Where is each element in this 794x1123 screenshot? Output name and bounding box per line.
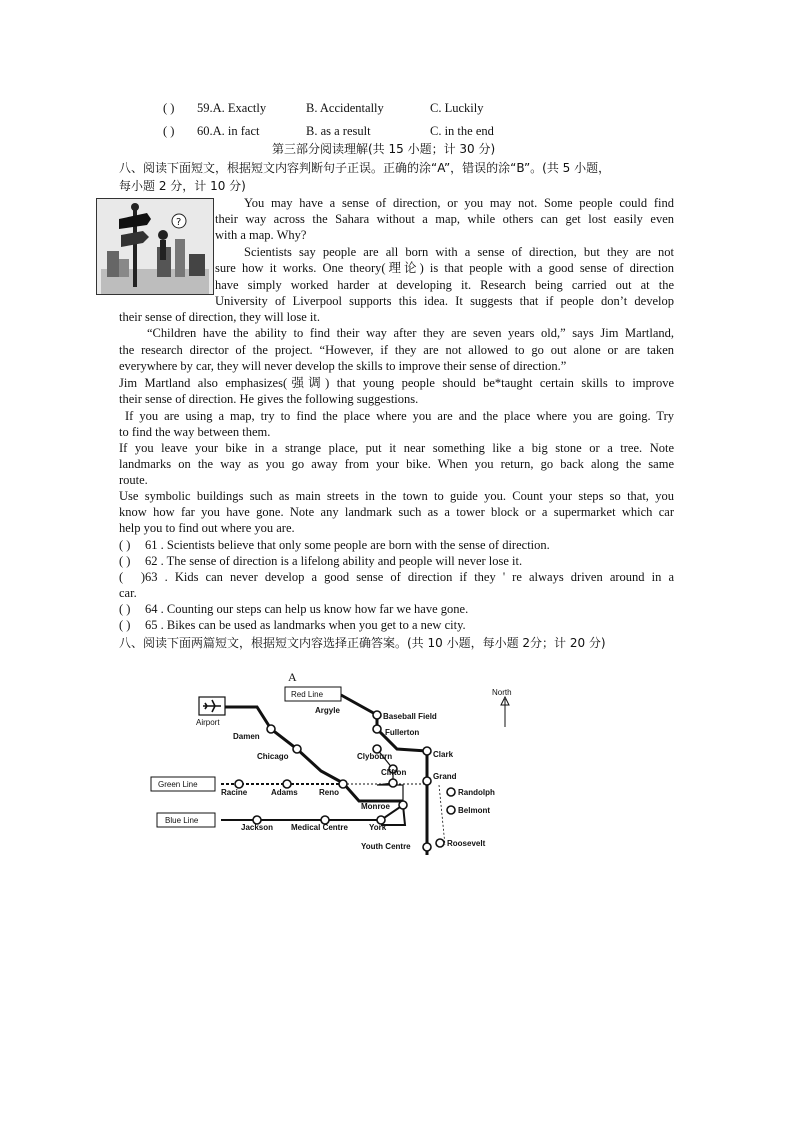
q59-option-a: 59.A. Exactly [197, 101, 267, 115]
station-baseball-marker[interactable] [373, 725, 381, 733]
subway-map [145, 665, 545, 865]
station-adams-marker[interactable] [283, 780, 291, 788]
blue-line-label: Blue Line [165, 816, 199, 825]
station-clifton-label: Clifton [381, 768, 407, 777]
passage-line-8: their sense of direction, they will lose it. [119, 310, 320, 324]
q60-paren: ( ) [163, 124, 175, 138]
question-63 [119, 569, 674, 585]
passage-line-9: “Children have the ability to find their way after they are seven years old,” says Jim Martland, [147, 326, 674, 340]
map-heading: A [288, 670, 297, 684]
passage-line-2: their way across the Sahara without a map, while others can get lost easily even [215, 212, 674, 226]
answer-paren[interactable]: ( ) [119, 570, 145, 584]
section8a-instruction-line2: 每小题 2 分，计 10 分) [119, 179, 246, 193]
station-damen-label: Damen [233, 732, 260, 741]
passage-line-17: landmarks on the way as you go away from your bike. When you return, go back along the same [119, 457, 674, 471]
passage-line-15: to find the way between them. [119, 425, 271, 439]
q59-option-c: C. Luckily [430, 101, 484, 115]
station-baseball-label: Baseball Field [383, 712, 437, 721]
green-line-label: Green Line [158, 780, 198, 789]
station-grand-marker[interactable] [423, 777, 431, 785]
passage-line-1: You may have a sense of direction, or you may not. Some people could find [244, 196, 674, 210]
question-text: 65 . Bikes can be used as landmarks when you get to a new city. [145, 618, 466, 632]
airport-label: Airport [196, 718, 220, 727]
passage-line-18: route. [119, 473, 148, 487]
station-reno-marker[interactable] [339, 780, 347, 788]
q60-option-c: C. in the end [430, 124, 494, 138]
station-clark-marker[interactable] [423, 747, 431, 755]
answer-paren[interactable]: ( ) [119, 538, 131, 552]
passage-line-5: sure how it works. One theory(理论) is that people with a good sense of direction [215, 261, 674, 275]
station-damen-marker[interactable] [267, 725, 275, 733]
station-racine-label: Racine [221, 788, 248, 797]
station-adams-label: Adams [271, 788, 298, 797]
passage-line-21: help you to find out where you are. [119, 521, 295, 535]
station-jackson-label: Jackson [241, 823, 274, 832]
station-belmont-marker[interactable] [447, 806, 455, 814]
q60-option-a: 60.A. in fact [197, 124, 260, 138]
red-line-label: Red Line [291, 690, 324, 699]
station-racine-marker[interactable] [235, 780, 243, 788]
station-youth-label: Youth Centre [361, 842, 411, 851]
station-chicago-marker[interactable] [293, 745, 301, 753]
station-youth-marker[interactable] [423, 843, 431, 851]
station-monroe-label: Monroe [361, 802, 390, 811]
answer-paren[interactable]: ( ) [119, 618, 131, 632]
q59-option-b: B. Accidentally [306, 101, 384, 115]
station-randolph-label: Randolph [458, 788, 495, 797]
station-clybourn-label: Clybourn [357, 752, 393, 761]
question-63-cont: car. [119, 586, 137, 600]
station-clark-label: Clark [433, 750, 454, 759]
passage-line-12: Jim Martland also emphasizes(强调) that young people should be*taught certain skills to improve [119, 376, 674, 390]
signpost-icon [97, 199, 213, 294]
passage-line-20: know how far you have gone. Note any landmark such as a tower block or a supermarket which car [119, 505, 674, 519]
station-belmont-label: Belmont [458, 806, 490, 815]
station-roosevelt-label: Roosevelt [447, 839, 486, 848]
station-grand-label: Grand [433, 772, 457, 781]
question-62 [119, 553, 522, 569]
station-roosevelt-marker[interactable] [436, 839, 444, 847]
passage-line-14: If you are using a map, try to find the place where you are and the place where you are going. Try [125, 409, 674, 423]
station-argyle-marker[interactable] [373, 711, 381, 719]
passage-line-16: If you leave your bike in a strange place, put it near something like a big stone or a tree. Note [119, 441, 674, 455]
answer-paren[interactable]: ( ) [119, 554, 131, 568]
station-randolph-marker[interactable] [447, 788, 455, 796]
question-text: 61 . Scientists believe that only some people are born with the sense of direction. [145, 538, 550, 552]
passage-line-7: University of Liverpool supports this idea. It suggests that if people don’t develop [215, 294, 674, 308]
question-text: 63 . Kids can never develop a good sense of direction if they ' re always driven around in a [145, 570, 674, 584]
station-fullerton-label: Fullerton [385, 728, 420, 737]
q59-paren: ( ) [163, 101, 175, 115]
station-medical-label: Medical Centre [291, 823, 348, 832]
station-monroe-marker[interactable] [399, 801, 407, 809]
question-64 [119, 601, 468, 617]
station-york-label: York [369, 823, 387, 832]
question-text: 62 . The sense of direction is a lifelong ability and people will never lose it. [145, 554, 523, 568]
passage-line-19: Use symbolic buildings such as main streets in the town to guide you. Count your steps so that, you [119, 489, 674, 503]
passage-line-10: the research director of the project. “However, if they are not allowed to go out alone or are taken [119, 343, 674, 357]
station-clifton-south-marker[interactable] [389, 779, 397, 787]
svg-text:?: ? [176, 217, 182, 228]
dashed-connector [439, 785, 445, 845]
passage-line-4: Scientists say people are all born with a sense of direction, but they are not [244, 245, 674, 259]
q60-option-b: B. as a result [306, 124, 371, 138]
station-reno-label: Reno [319, 788, 339, 797]
part3-heading: 第三部分阅读理解(共 15 小题；计 30 分) [272, 142, 496, 156]
question-65 [119, 617, 466, 633]
question-61 [119, 537, 550, 553]
station-argyle-label: Argyle [315, 706, 340, 715]
section8b-instruction: 八、阅读下面两篇短文，根据短文内容选择正确答案。(共 10 小题，每小题 2分；计 20 分) [119, 636, 606, 650]
passage-line-13: their sense of direction. He gives the following suggestions. [119, 392, 419, 406]
station-chicago-label: Chicago [257, 752, 289, 761]
passage-line-11: everywhere by car, they will never develop the skills to improve their sense of direction.” [119, 359, 567, 373]
answer-paren[interactable]: ( ) [119, 602, 131, 616]
question-text: 64 . Counting our steps can help us know how far we have gone. [145, 602, 469, 616]
section8a-instruction-line1: 八、阅读下面短文，根据短文内容判断句子正误。正确的涂“A”，错误的涂“B”。(共 5 小题， [119, 161, 611, 175]
signpost-illustration [96, 198, 214, 295]
north-label: North [492, 688, 512, 697]
passage-line-6: have simply worked harder at developing it. Research being carried out at the [215, 278, 674, 292]
passage-line-3: with a map. Why? [215, 228, 307, 242]
